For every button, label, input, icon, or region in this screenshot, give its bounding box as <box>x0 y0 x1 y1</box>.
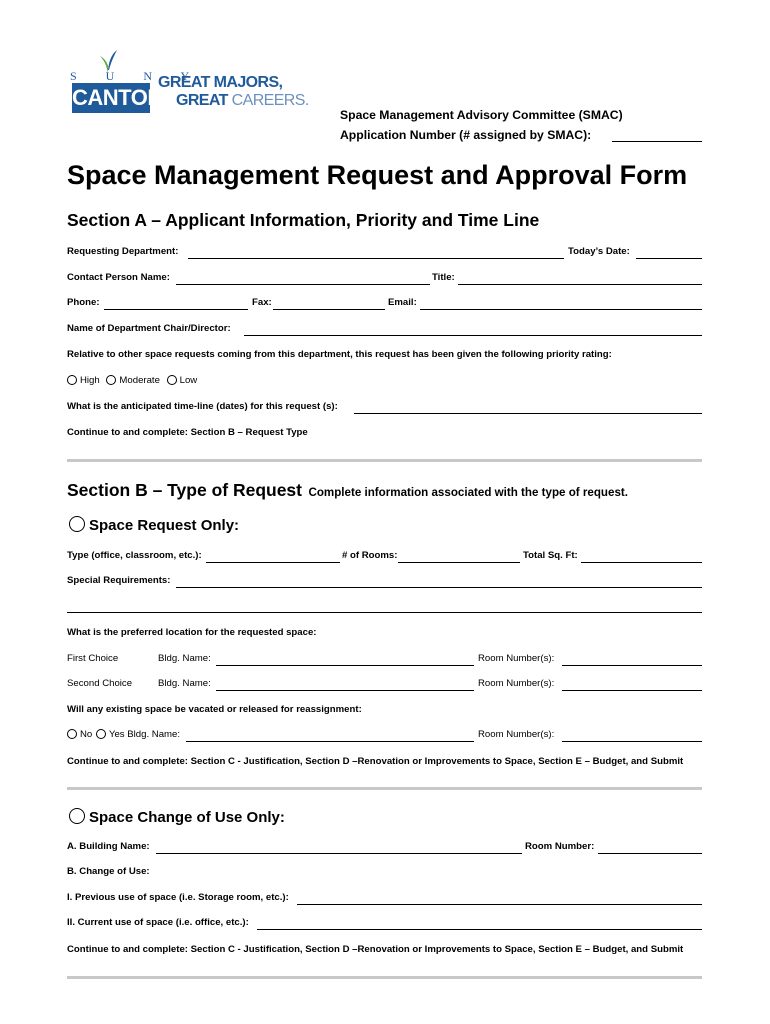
vacate-bldg-field[interactable] <box>186 741 474 742</box>
section-a-continue: Continue to and complete: Section B – Request Type <box>67 427 308 438</box>
sqft-label: Total Sq. Ft: <box>523 550 578 561</box>
section-b-note: Complete information associated with the type of request. <box>308 486 628 499</box>
sqft-field[interactable] <box>581 562 702 563</box>
title-label: Title: <box>432 272 455 283</box>
special-requirements-label: Special Requirements: <box>67 575 171 586</box>
logo-suny: S U N Y <box>70 69 203 83</box>
priority-low-label: Low <box>179 375 198 386</box>
priority-high-label: High <box>80 375 100 386</box>
space-request-label: Space Request Only: <box>89 517 240 534</box>
second-bldg-label: Bldg. Name: <box>158 678 211 689</box>
logo-tagline-1: GREAT MAJORS, <box>158 74 283 91</box>
first-room-label: Room Number(s): <box>478 653 555 664</box>
first-bldg-label: Bldg. Name: <box>158 653 211 664</box>
phone-label: Phone: <box>67 297 100 308</box>
first-bldg-field[interactable] <box>216 665 474 666</box>
application-number-label: Application Number (# assigned by SMAC): <box>340 128 592 142</box>
fax-field[interactable] <box>273 309 385 310</box>
logo <box>70 48 309 118</box>
email-label: Email: <box>388 297 417 308</box>
vacate-question: Will any existing space be vacated or released for reassignment: <box>67 704 362 715</box>
room-number-label: Room Number: <box>525 841 595 852</box>
second-choice-label: Second Choice <box>67 678 133 689</box>
todays-date-field[interactable] <box>636 258 702 259</box>
vacate-no-label: No <box>80 729 93 740</box>
section-b-continue-2: Continue to and complete: Section C - Justification, Section D –Renovation or Improvements to Space, Section E – Budget, and Submit <box>67 944 684 955</box>
priority-question: Relative to other space requests coming from this department, this request has been given the following priority rating: <box>67 349 612 360</box>
vacate-no-radio[interactable] <box>67 729 77 739</box>
separator-3 <box>67 976 702 979</box>
previous-use-field[interactable] <box>297 904 702 905</box>
chair-field[interactable] <box>244 335 702 336</box>
page-title: Space Management Request and Approval Form <box>67 160 688 190</box>
timeline-label: What is the anticipated time-line (dates) for this request (s): <box>67 401 338 412</box>
building-name-label: A. Building Name: <box>67 841 150 852</box>
title-field[interactable] <box>458 284 702 285</box>
preferred-location-label: What is the preferred location for the requested space: <box>67 627 317 638</box>
section-b-continue-1: Continue to and complete: Section C - Justification, Section D –Renovation or Improvements to Space, Section E – Budget, and Submit <box>67 756 684 767</box>
logo-tagline-2 <box>176 92 309 110</box>
vacate-yes-label: Yes Bldg. Name: <box>108 729 181 740</box>
separator-1 <box>67 459 702 462</box>
room-number-field[interactable] <box>598 853 702 854</box>
priority-moderate-radio[interactable] <box>106 375 116 385</box>
rooms-label: # of Rooms: <box>342 550 398 561</box>
requesting-department-field[interactable] <box>188 258 564 259</box>
building-name-field[interactable] <box>156 853 522 854</box>
timeline-field[interactable] <box>354 413 702 414</box>
section-b-heading: Section B – Type of Request <box>67 480 302 500</box>
contact-name-label: Contact Person Name: <box>67 272 170 283</box>
separator-2 <box>67 787 702 790</box>
vacate-yes-radio[interactable] <box>96 729 106 739</box>
contact-name-field[interactable] <box>176 284 430 285</box>
previous-use-label: I. Previous use of space (i.e. Storage room, etc.): <box>67 892 289 903</box>
logo-canton: CANTON <box>72 83 150 113</box>
rooms-field[interactable] <box>398 562 520 563</box>
change-use-heading <box>69 808 285 826</box>
second-room-label: Room Number(s): <box>478 678 555 689</box>
priority-options <box>67 375 197 386</box>
section-b-heading-row <box>67 480 628 501</box>
type-label: Type (office, classroom, etc.): <box>67 550 202 561</box>
type-field[interactable] <box>206 562 340 563</box>
change-of-use-label: B. Change of Use: <box>67 866 150 877</box>
logo-tagline-2a: GREAT <box>176 92 232 109</box>
application-number-field[interactable] <box>612 141 702 142</box>
vacate-room-label: Room Number(s): <box>478 729 555 740</box>
second-room-field[interactable] <box>562 690 702 691</box>
current-use-field[interactable] <box>257 929 702 930</box>
first-room-field[interactable] <box>562 665 702 666</box>
chair-label: Name of Department Chair/Director: <box>67 323 231 334</box>
fax-label: Fax: <box>252 297 272 308</box>
committee-name: Space Management Advisory Committee (SMAC) <box>340 108 623 122</box>
priority-high-radio[interactable] <box>67 375 77 385</box>
first-choice-label: First Choice <box>67 653 119 664</box>
phone-field[interactable] <box>104 309 248 310</box>
special-requirements-field-2[interactable] <box>67 612 702 613</box>
email-field[interactable] <box>420 309 702 310</box>
todays-date-label: Today’s Date: <box>568 246 630 257</box>
space-request-heading <box>69 516 239 534</box>
change-use-radio[interactable] <box>69 808 85 824</box>
change-use-label: Space Change of Use Only: <box>89 809 285 826</box>
vacate-room-field[interactable] <box>562 741 702 742</box>
vacate-options <box>67 729 180 740</box>
second-bldg-field[interactable] <box>216 690 474 691</box>
special-requirements-field[interactable] <box>176 587 702 588</box>
priority-moderate-label: Moderate <box>119 375 160 386</box>
logo-tagline-2b: CAREERS. <box>231 92 309 109</box>
requesting-department-label: Requesting Department: <box>67 246 179 257</box>
priority-low-radio[interactable] <box>167 375 177 385</box>
space-request-radio[interactable] <box>69 516 85 532</box>
section-a-heading: Section A – Applicant Information, Priority and Time Line <box>67 210 540 230</box>
current-use-label: II. Current use of space (i.e. office, etc.): <box>67 917 249 928</box>
